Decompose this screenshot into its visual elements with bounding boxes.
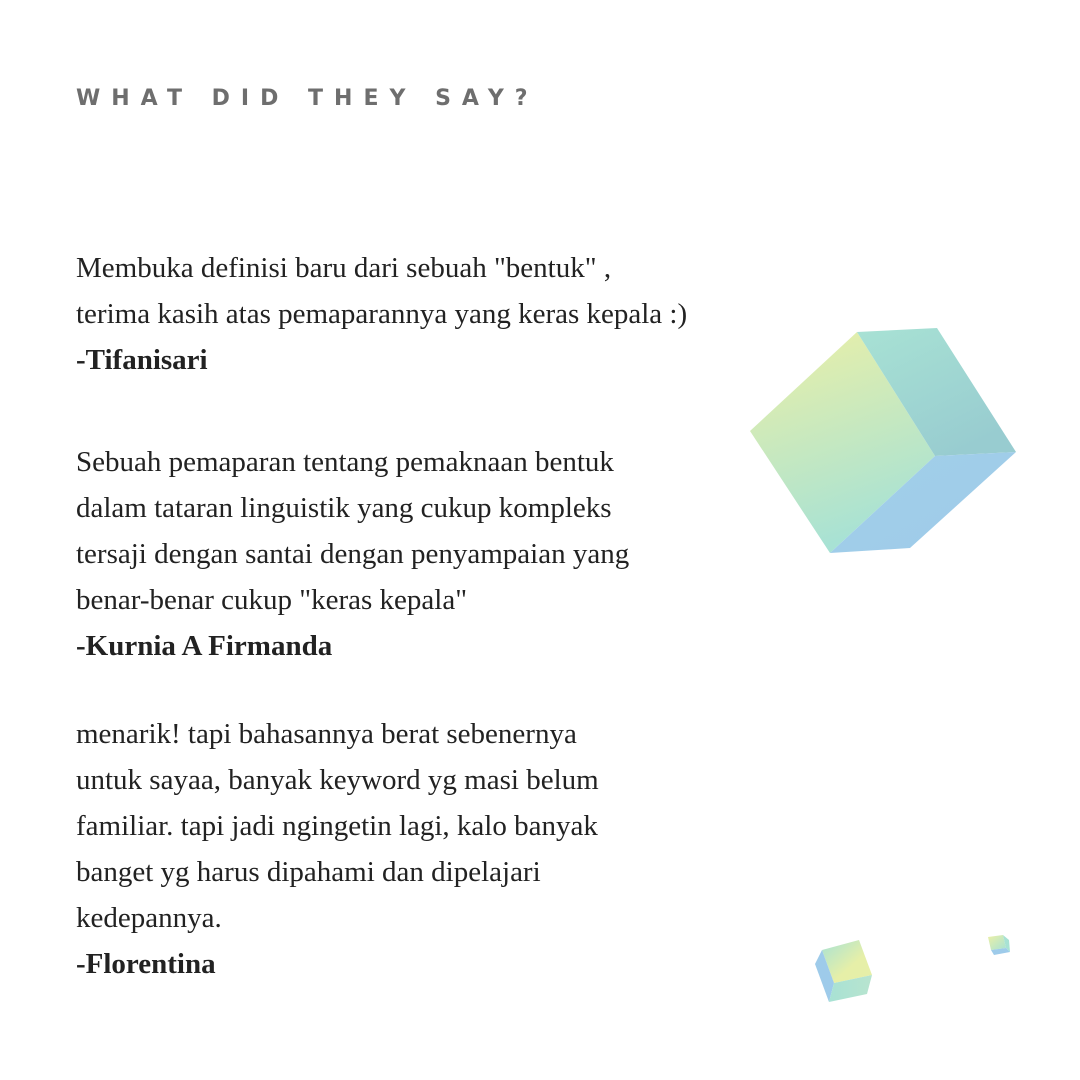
testimonial-2 — [76, 439, 629, 669]
large-cube-decoration — [740, 320, 1030, 570]
testimonial-line: terima kasih atas pemaparannya yang keras kepala :) — [76, 298, 688, 330]
testimonial-line: benar-benar cukup "keras kepala" — [76, 584, 468, 616]
testimonial-line: Membuka definisi baru dari sebuah "bentuk" , — [76, 252, 612, 284]
testimonial-line: dalam tataran linguistik yang cukup kompleks — [76, 492, 612, 524]
testimonial-3 — [76, 711, 599, 987]
testimonial-author: -Tifanisari — [76, 344, 208, 376]
testimonial-line: banget yg harus dipahami dan dipelajari — [76, 856, 541, 888]
testimonial-line: untuk sayaa, banyak keyword yg masi belum — [76, 764, 599, 796]
testimonial-line: familiar. tapi jadi ngingetin lagi, kalo banyak — [76, 810, 598, 842]
testimonial-line: tersaji dengan santai dengan penyampaian yang — [76, 538, 630, 570]
testimonial-line: Sebuah pemaparan tentang pemaknaan bentuk — [76, 446, 614, 478]
testimonial-line: menarik! tapi bahasannya berat sebenernya — [76, 718, 577, 750]
testimonial-line: kedepannya. — [76, 902, 222, 934]
tiny-cube-decoration — [984, 932, 1012, 958]
cube-face-top — [988, 935, 1006, 950]
testimonial-1 — [76, 245, 687, 383]
page-heading: WHAT DID THEY SAY? — [76, 86, 539, 111]
testimonial-author: -Kurnia A Firmanda — [76, 630, 333, 662]
testimonial-author: -Florentina — [76, 948, 216, 980]
small-cube-decoration — [810, 935, 880, 1007]
